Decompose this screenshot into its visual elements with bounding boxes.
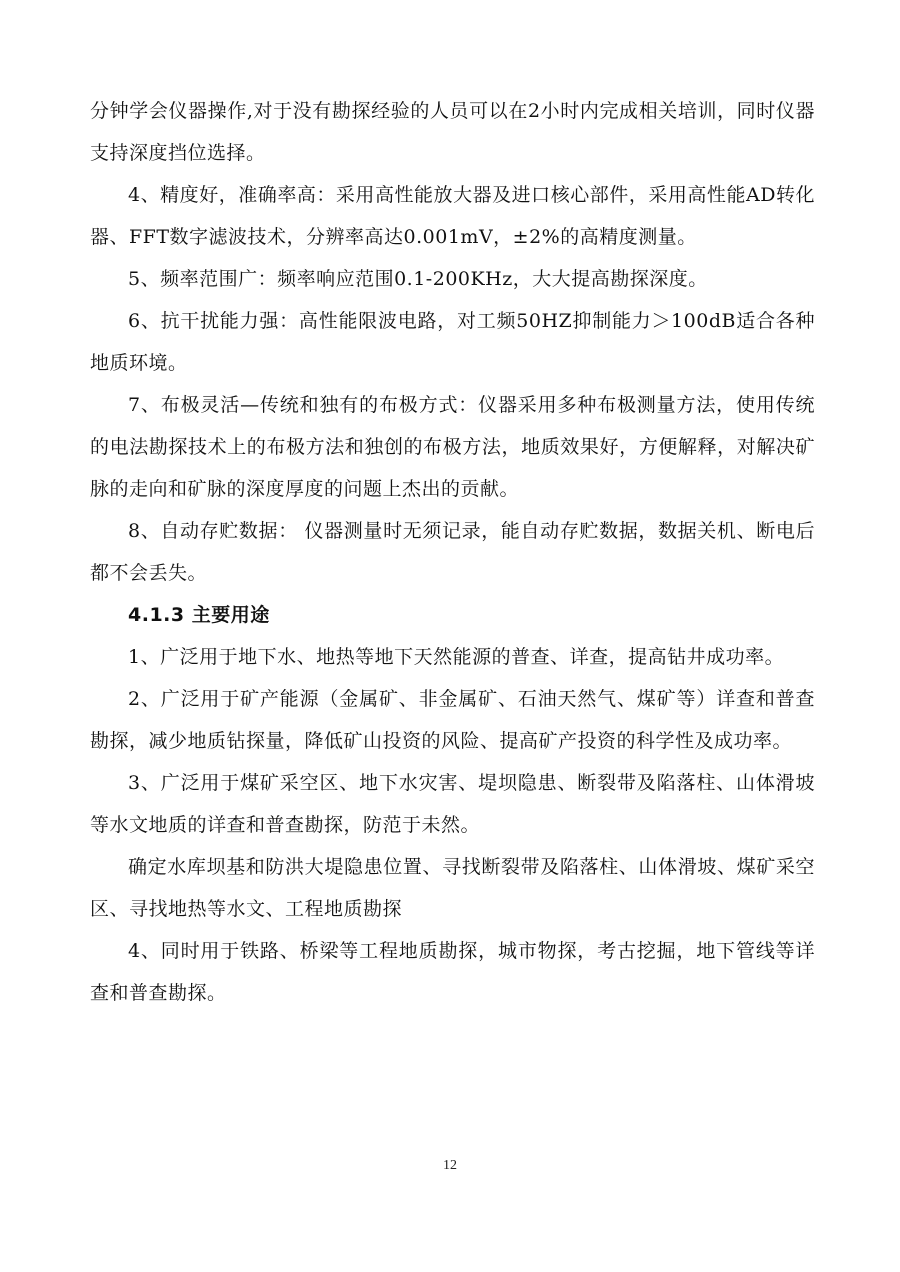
paragraph-feature-4-precision: 4、精度好，准确率高：采用高性能放大器及进口核心部件，采用高性能AD转化器、FFT数字滤波技术，分辨率高达0.001mV，±2%的高精度测量。 — [90, 184, 815, 248]
page-number: 12 — [443, 1158, 457, 1173]
paragraph-feature-6-interference: 6、抗干扰能力强：高性能限波电路，对工频50HZ抑制能力＞100dB适合各种地质环境。 — [90, 310, 815, 374]
page-body — [90, 90, 815, 1014]
paragraph-feature-5-frequency: 5、频率范围广：频率响应范围0.1-200KHz，大大提高勘探深度。 — [128, 268, 708, 290]
paragraph-feature-8-storage: 8、自动存贮数据： 仪器测量时无须记录，能自动存贮数据，数据关机、断电后都不会丢失。 — [90, 520, 815, 584]
section-heading: 4.1.3 主要用途 — [128, 604, 270, 626]
paragraph-use-2: 2、广泛用于矿产能源（金属矿、非金属矿、石油天然气、煤矿等）详查和普查勘探，减少地质钻探量，降低矿山投资的风险、提高矿产投资的科学性及成功率。 — [90, 688, 815, 752]
paragraph-feature-7-electrodes: 7、布极灵活—传统和独有的布极方式：仪器采用多种布极测量方法，使用传统的电法勘探技术上的布极方法和独创的布极方法，地质效果好，方便解释，对解决矿脉的走向和矿脉的深度厚度的问题上杰出的贡献。 — [90, 394, 815, 500]
paragraph-training: 分钟学会仪器操作,对于没有勘探经验的人员可以在2小时内完成相关培训，同时仪器支持深度挡位选择。 — [90, 100, 815, 164]
paragraph-use-4: 4、同时用于铁路、桥梁等工程地质勘探，城市物探，考古挖掘，地下管线等详查和普查勘探。 — [90, 940, 815, 1004]
paragraph-use-3: 3、广泛用于煤矿采空区、地下水灾害、堤坝隐患、断裂带及陷落柱、山体滑坡等水文地质的详查和普查勘探，防范于未然。 — [90, 772, 815, 836]
paragraph-use-3-detail: 确定水库坝基和防洪大堤隐患位置、寻找断裂带及陷落柱、山体滑坡、煤矿采空区、寻找地热等水文、工程地质勘探 — [90, 856, 815, 920]
paragraph-use-1: 1、广泛用于地下水、地热等地下天然能源的普查、详查，提高钻井成功率。 — [128, 646, 785, 668]
